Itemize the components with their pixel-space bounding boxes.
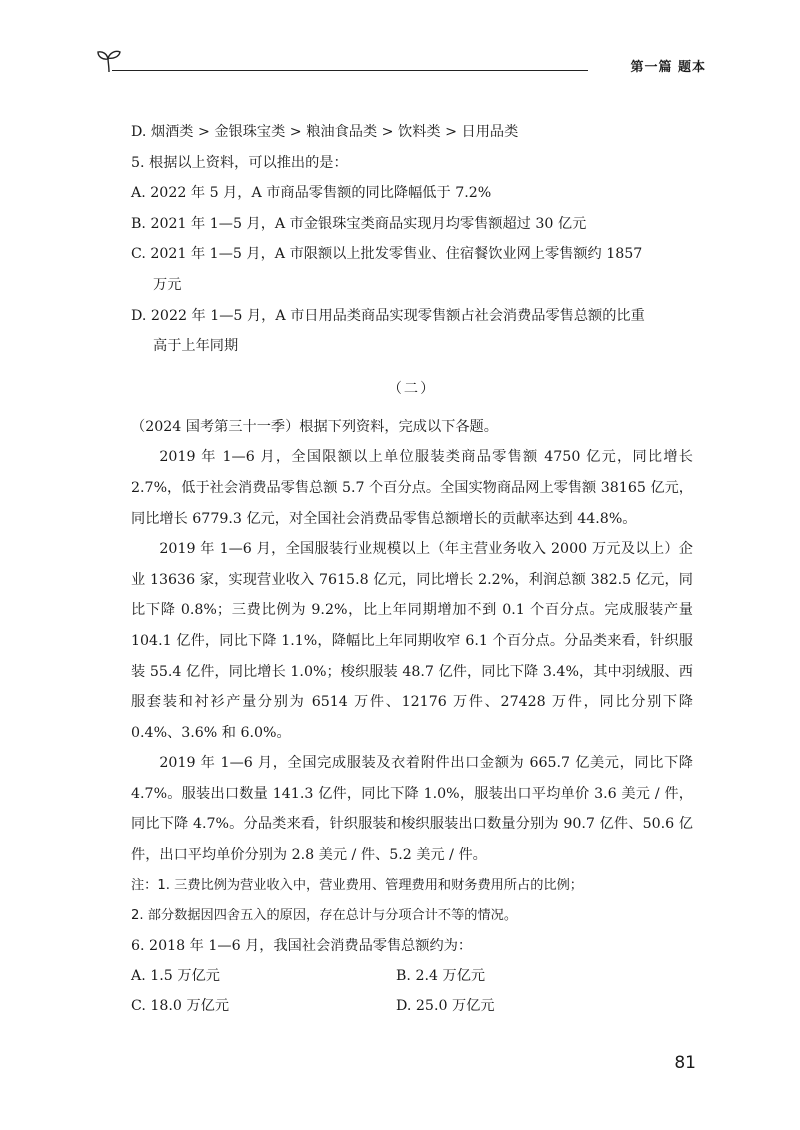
section-intro: （2024 国考第三十一季）根据下列资料，完成以下各题。 [131, 418, 498, 435]
section-title: （二） [387, 380, 437, 397]
q6-stem: 6. 2018 年 1—6 月，我国社会消费品零售总额约为： [131, 937, 473, 954]
q5-stem: 5. 根据以上资料，可以推出的是： [131, 154, 348, 171]
q5-option-d: D. 2022 年 1—5 月，A 市日用品类商品实现零售额占社会消费品零售总额的比重 [131, 307, 645, 324]
page-header [96, 46, 706, 76]
q6-option-c: C. 18.0 万亿元 [131, 998, 230, 1015]
note-2: 2. 部分数据因四舍五入的原因，存在总计与分项合计不等的情况。 [131, 907, 518, 923]
header-rule [112, 70, 588, 71]
q6-option-d: D. 25.0 万亿元 [396, 998, 495, 1015]
page-body [131, 117, 693, 1021]
q6-option-b: B. 2.4 万亿元 [396, 968, 486, 985]
note-1: 注：1. 三费比例为营业收入中，营业费用、管理费用和财务费用所占的比例； [131, 877, 583, 893]
q6-options-row-1 [131, 961, 693, 991]
paragraph-1: 2019 年 1—6 月，全国限额以上单位服装类商品零售额 4750 亿元，同比增长 2.7%，低于社会消费品零售总额 5.7 个百分点。全国实物商品网上零售额 38165 亿元，同比增长 6779.3 亿元，对全国社会消费品零售总额增长的贡献率达到 44.8%。 [131, 449, 693, 527]
q5-option-c: C. 2021 年 1—5 月，A 市限额以上批发零售业、住宿餐饮业网上零售额约 1857 [131, 246, 643, 263]
paragraph-3: 2019 年 1—6 月，全国完成服装及衣着附件出口金额为 665.7 亿美元，同比下降 4.7%。服装出口数量 141.3 亿件，同比下降 1.0%，服装出口平均单价 3.6 美元 / 件，同比下降 4.7%。分品类来看，针织服装和梭织服装出口数量分别为 90.7 亿件、50.6 亿件，出口平均单价分别为 2.8 美元 / 件、5.2 美元 / 件。 [131, 755, 693, 864]
q4-option-d: D. 烟酒类 > 金银珠宝类 > 粮油食品类 > 饮料类 > 日用品类 [131, 124, 519, 140]
q5-option-c-cont: 万元 [153, 276, 182, 293]
q6-option-a: A. 1.5 万亿元 [131, 968, 220, 985]
q6-options-row-2 [131, 991, 693, 1021]
q5-option-a: A. 2022 年 5 月，A 市商品零售额的同比降幅低于 7.2% [131, 185, 492, 202]
section-label: 第一篇 题本 [630, 60, 706, 75]
paragraph-2: 2019 年 1—6 月，全国服装行业规模以上（年主营业务收入 2000 万元及以上）企业 13636 家，实现营业收入 7615.8 亿元，同比增长 2.2%，利润总额 382.5 亿元，同比下降 0.8%；三费比例为 9.2%，比上年同期增加不到 0.1 个百分点。完成服装产量 104.1 亿件，同比下降 1.1%，降幅比上年同期收窄 6.1 个百分点。分品类来看，针织服装 55.4 亿件，同比增长 1.0%；梭织服装 48.7 亿件，同比下降 3.4%，其中羽绒服、西服套装和衬衫产量分别为 6514 万件、12176 万件、27428 万件，同比分别下降 0.4%、3.6% 和 6.0%。 [131, 541, 693, 741]
page-number: 81 [674, 1053, 696, 1073]
q5-option-b: B. 2021 年 1—5 月，A 市金银珠宝类商品实现月均零售额超过 30 亿元 [131, 215, 587, 232]
q5-option-d-cont: 高于上年同期 [153, 338, 239, 355]
